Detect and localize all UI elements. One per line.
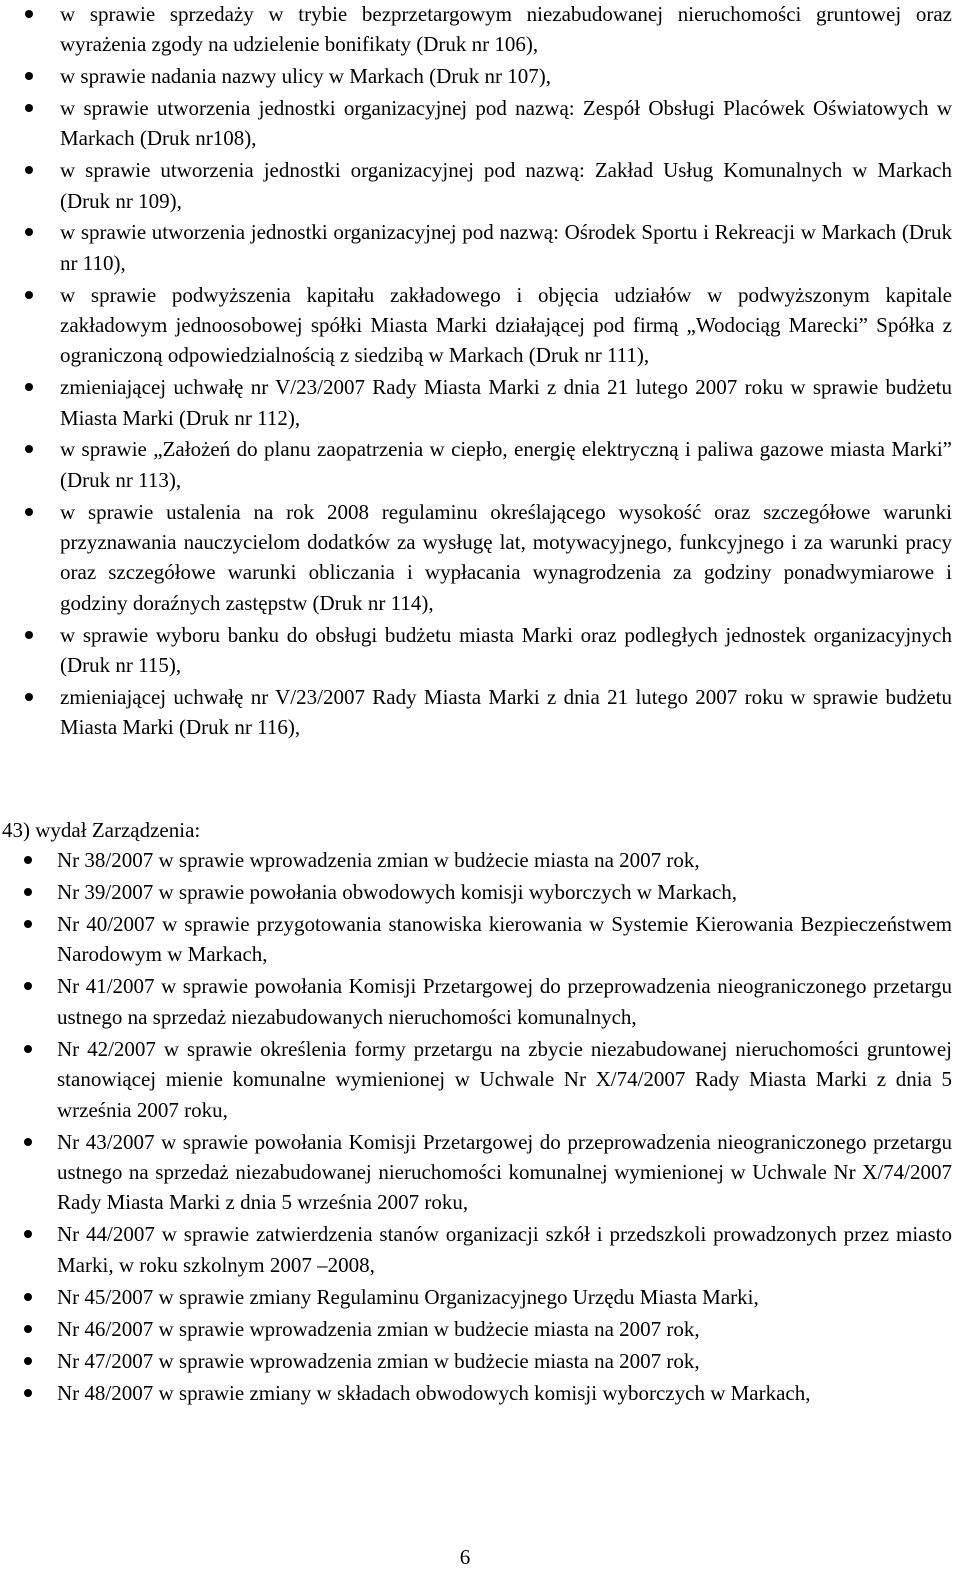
list-item bbox=[57, 1346, 952, 1376]
list-item-text: Nr 38/2007 w sprawie wprowadzenia zmian w budżecie miasta na 2007 rok, bbox=[57, 848, 700, 872]
bullet-icon bbox=[24, 1357, 32, 1365]
bullet-icon bbox=[25, 383, 33, 391]
bullet-icon bbox=[24, 1045, 32, 1053]
list-item bbox=[60, 217, 952, 278]
ordinances-list bbox=[57, 845, 952, 1410]
list-item-text: zmieniającej uchwałę nr V/23/2007 Rady Miasta Marki z dnia 21 lutego 2007 roku w sprawie budżetu Miasta Marki (Druk nr 116), bbox=[60, 684, 952, 740]
list-item bbox=[60, 280, 952, 371]
bullet-icon bbox=[25, 445, 33, 453]
bullet-icon bbox=[25, 10, 33, 18]
list-item-text: Nr 45/2007 w sprawie zmiany Regulaminu Organizacyjnego Urzędu Miasta Marki, bbox=[57, 1284, 759, 1309]
list-item-text: Nr 41/2007 w sprawie powołania Komisji Przetargowej do przeprowadzenia nieograniczonego przetargu ustnego na sprzedaż niezabudowanych nieruchomości komunalnych, bbox=[57, 974, 952, 1029]
bullet-icon bbox=[25, 291, 33, 299]
bullet-icon bbox=[24, 982, 32, 990]
list-item bbox=[57, 877, 952, 907]
list-item-text: Nr 46/2007 w sprawie wprowadzenia zmian w budżecie miasta na 2007 rok, bbox=[57, 1316, 700, 1341]
list-item-text: Nr 48/2007 w sprawie zmiany w składach obwodowych komisji wyborczych w Markach, bbox=[57, 1380, 811, 1405]
list-item bbox=[57, 1378, 952, 1408]
list-item-text: w sprawie „Założeń do planu zaopatrzenia w ciepło, energię elektryczną i paliwa gazowe miasta Marki” (Druk nr 113), bbox=[60, 437, 952, 492]
list-item-text: Nr 47/2007 w sprawie wprowadzenia zmian w budżecie miasta na 2007 rok, bbox=[57, 1348, 700, 1373]
bullet-icon bbox=[25, 104, 33, 112]
bullet-icon bbox=[24, 1293, 32, 1301]
page-number: 6 bbox=[459, 1545, 471, 1569]
list-item bbox=[60, 497, 952, 619]
list-item-text: Nr 42/2007 w sprawie określenia formy przetargu na zbycie niezabudowanej nieruchomości gruntowej stanowiącej mienie komunalne wymienionej w Uchwale Nr X/74/2007 Rady Miasta Marki z dnia 5 września 2007 roku, bbox=[57, 1036, 952, 1122]
list-item bbox=[57, 1127, 952, 1218]
list-item bbox=[60, 434, 952, 495]
list-item-text: w sprawie ustalenia na rok 2008 regulaminu określającego wysokość oraz szczegółowe warunki przyznawania nauczycielom dodatków za wysługę lat, motywacyjnego, funkcyjnego i za warunki pracy oraz szczegółowe warunki obliczania i wypłacania wynagrodzenia za godziny ponadwymiarowe i godziny doraźnych zastępstw (Druk nr 114), bbox=[60, 499, 952, 615]
list-item bbox=[60, 155, 952, 216]
bullet-icon bbox=[25, 72, 33, 80]
bullet-icon bbox=[25, 228, 33, 236]
list-item bbox=[60, 93, 952, 154]
bullet-icon bbox=[24, 1389, 32, 1397]
list-item bbox=[57, 909, 952, 970]
list-item bbox=[57, 845, 952, 875]
list-item bbox=[57, 1034, 952, 1125]
ordinances-heading: 43) wydał Zarządzenia: bbox=[2, 818, 201, 842]
list-item bbox=[60, 682, 952, 743]
bullet-icon bbox=[25, 631, 33, 639]
list-item-text: Nr 40/2007 w sprawie przygotowania stanowiska kierowania w Systemie Kierowania Bezpieczeństwem Narodowym w Markach, bbox=[57, 912, 952, 967]
list-item bbox=[57, 1314, 952, 1344]
list-item-text: Nr 44/2007 w sprawie zatwierdzenia stanów organizacji szkół i przedszkoli prowadzonych przez miasto Marki, w roku szkolnym 2007 –2008, bbox=[57, 1222, 952, 1277]
list-item-text: w sprawie utworzenia jednostki organizacyjnej pod nazwą: Zakład Usług Komunalnych w Markach (Druk nr 109), bbox=[60, 158, 952, 213]
list-item-text: zmieniającej uchwałę nr V/23/2007 Rady Miasta Marki z dnia 21 lutego 2007 roku w sprawie budżetu Miasta Marki (Druk nr 112), bbox=[60, 375, 952, 430]
bullet-icon bbox=[24, 1138, 32, 1146]
bullet-icon bbox=[24, 856, 32, 864]
list-item bbox=[57, 971, 952, 1032]
list-item bbox=[57, 1282, 952, 1312]
list-item-text: w sprawie utworzenia jednostki organizacyjnej pod nazwą: Zespół Obsługi Placówek Oświatowych w Markach (Druk nr108), bbox=[60, 96, 952, 151]
bullet-icon bbox=[25, 693, 33, 701]
list-item bbox=[60, 620, 952, 681]
list-item-text: w sprawie utworzenia jednostki organizacyjnej pod nazwą: Ośrodek Sportu i Rekreacji w Markach (Druk nr 110), bbox=[60, 220, 952, 275]
bullet-icon bbox=[24, 888, 32, 896]
bullet-icon bbox=[25, 166, 33, 174]
list-item bbox=[57, 1219, 952, 1280]
bullet-icon bbox=[24, 1325, 32, 1333]
bullet-icon bbox=[24, 920, 32, 928]
bullet-icon bbox=[24, 1230, 32, 1238]
bullet-icon bbox=[25, 508, 33, 516]
list-item-text: Nr 39/2007 w sprawie powołania obwodowych komisji wyborczych w Markach, bbox=[57, 880, 738, 904]
resolutions-list bbox=[60, 0, 952, 744]
list-item bbox=[60, 0, 952, 60]
list-item-text: w sprawie podwyższenia kapitału zakładowego i objęcia udziałów w podwyższonym kapitale zakładowym jednoosobowej spółki Miasta Marki działającej pod firmą „Wodociąg Marecki” Spółka z ograniczoną odpowiedzialnością z siedzibą w Markach (Druk nr 111), bbox=[60, 282, 952, 368]
list-item-text: w sprawie wyboru banku do obsługi budżetu miasta Marki oraz podległych jednostek organizacyjnych (Druk nr 115), bbox=[60, 622, 952, 678]
list-item-text: Nr 43/2007 w sprawie powołania Komisji Przetargowej do przeprowadzenia nieograniczonego przetargu ustnego na sprzedaż niezabudowanej nieruchomości komunalnej wymienionej w Uchwale Nr X/74/2007 Rady Miasta Marki z dnia 5 września 2007 roku, bbox=[57, 1129, 952, 1215]
list-item-text: w sprawie sprzedaży w trybie bezprzetargowym niezabudowanej nieruchomości gruntowej oraz wyrażenia zgody na udzielenie bonifikaty (Druk nr 106), bbox=[60, 2, 952, 57]
list-item bbox=[60, 372, 952, 433]
list-item bbox=[60, 61, 952, 91]
list-item-text: w sprawie nadania nazwy ulicy w Markach (Druk nr 107), bbox=[60, 64, 551, 89]
